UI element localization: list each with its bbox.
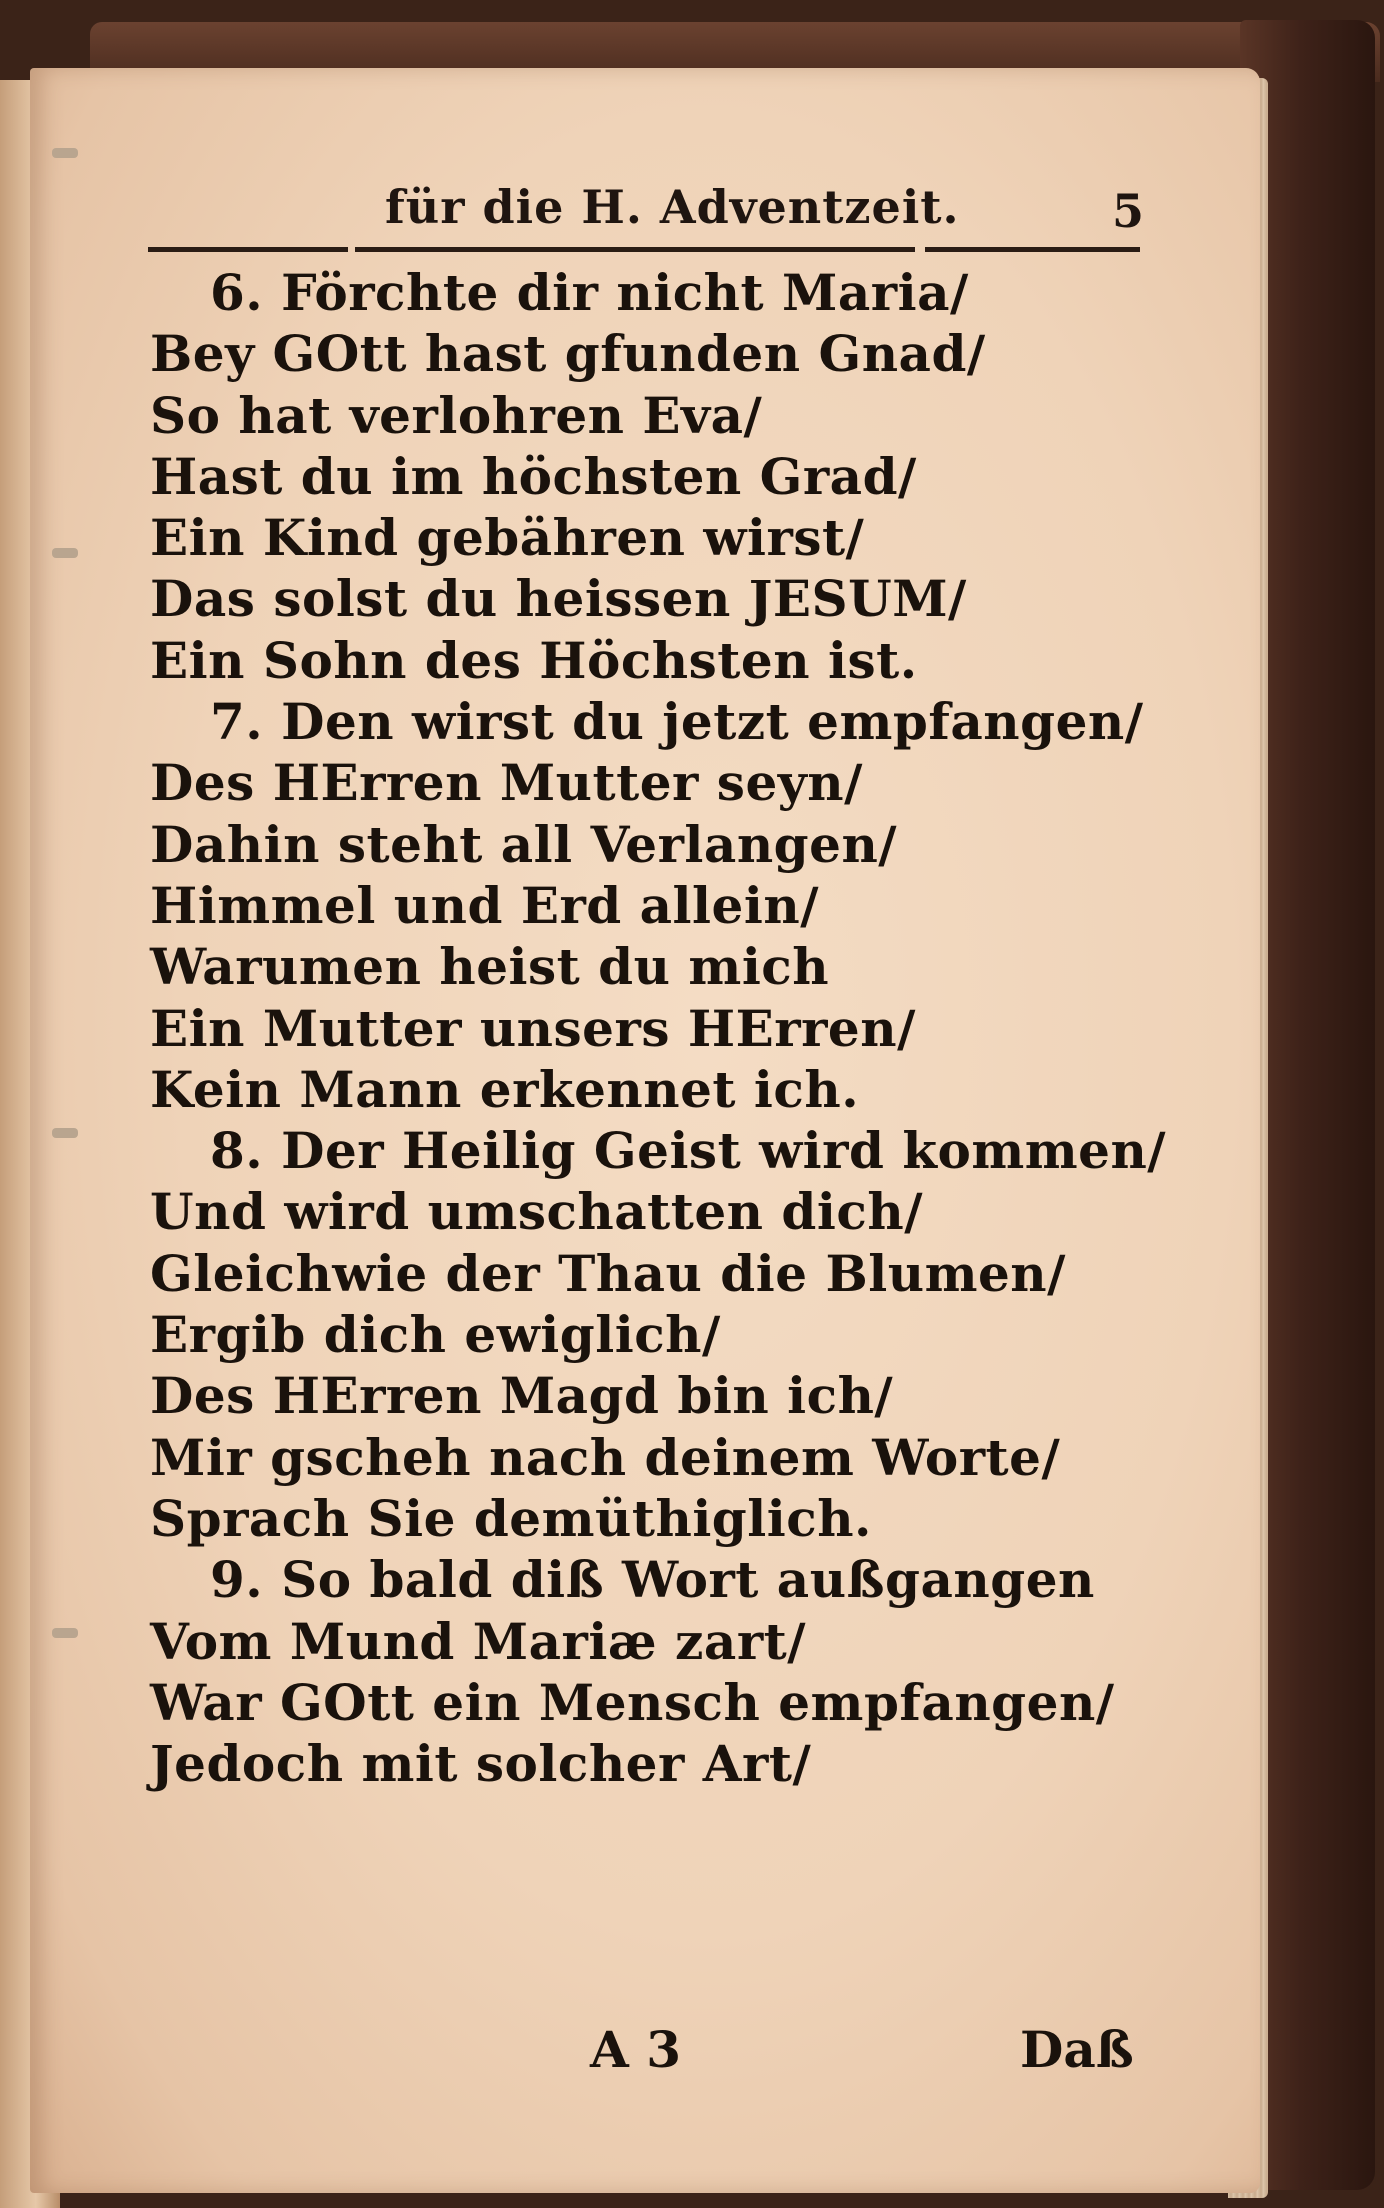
verse-line: Jedoch mit solcher Art/	[150, 1734, 812, 1794]
header-rule	[925, 247, 1140, 252]
verse-line: Vom Mund Mariæ zart/	[150, 1611, 807, 1671]
page-header	[0, 180, 1384, 250]
stanza-first-line: 6. Förchte dir nicht Maria/	[210, 263, 969, 322]
binding-stitch	[52, 1628, 78, 1638]
binding-stitch	[52, 148, 78, 158]
verse-line: Des HErren Mutter seyn/	[150, 753, 863, 813]
page-number: 5	[1112, 184, 1145, 238]
verse-text	[150, 262, 1167, 1794]
verse-line: Und wird umschatten dich/	[150, 1182, 923, 1242]
binding-stitch	[52, 1128, 78, 1138]
stanza-first-line: 8. Der Heilig Geist wird kommen/	[210, 1121, 1167, 1181]
verse-line: Sprach Sie demüthiglich.	[150, 1488, 872, 1548]
verse-line: Ergib dich ewiglich/	[150, 1305, 721, 1365]
verse-line: Ein Mutter unsers HErren/	[150, 998, 916, 1058]
running-head: für die H. Adventzeit.	[385, 180, 960, 234]
verse-line: War GOtt ein Mensch empfangen/	[150, 1672, 1115, 1732]
verse-line: Warumen heist du mich	[150, 937, 830, 997]
signature-mark: A 3	[590, 2020, 681, 2079]
verse-line: Mir gscheh nach deinem Worte/	[150, 1427, 1061, 1487]
verse-line: Kein Mann erkennet ich.	[150, 1059, 860, 1119]
verse-line: Gleichwie der Thau die Blumen/	[150, 1243, 1066, 1303]
verse-line: So hat verlohren Eva/	[150, 385, 763, 445]
binding-stitch	[52, 548, 78, 558]
verse-line: Ein Kind gebähren wirst/	[150, 508, 865, 568]
header-rule	[355, 247, 915, 252]
stanza-first-line: 9. So bald diß Wort außgangen	[210, 1550, 1095, 1610]
verse-line: Des HErren Magd bin ich/	[150, 1366, 894, 1426]
verse-line: Bey GOtt hast gfunden Gnad/	[150, 324, 986, 384]
verse-line: Dahin steht all Verlangen/	[150, 814, 898, 874]
verse-line: Das solst du heissen JESUM/	[150, 569, 967, 629]
catchword: Daß	[1020, 2020, 1134, 2079]
page-footer	[0, 2020, 1384, 2090]
header-rule	[148, 247, 348, 252]
verse-line: Ein Sohn des Höchsten ist.	[150, 630, 918, 690]
stanza-first-line: 7. Den wirst du jetzt empfangen/	[210, 692, 1144, 752]
verse-line: Hast du im höchsten Grad/	[150, 446, 917, 506]
verse-line: Himmel und Erd allein/	[150, 875, 819, 935]
